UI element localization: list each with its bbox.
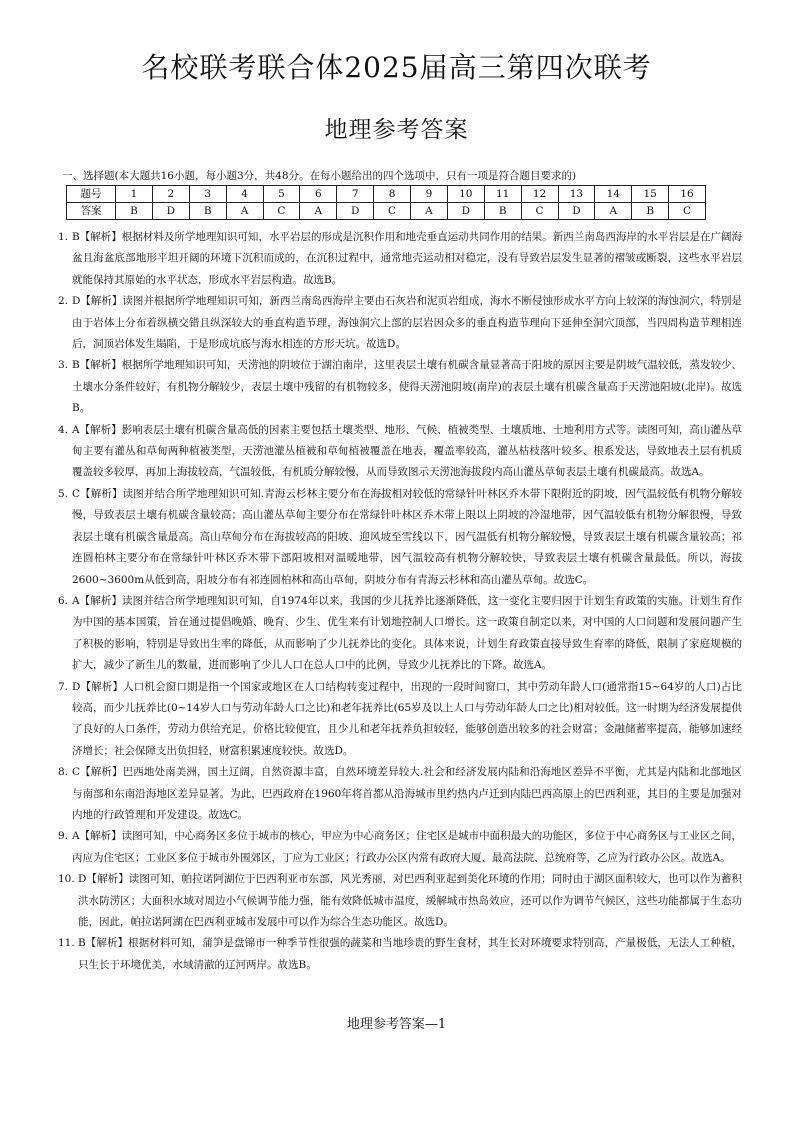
answer-key-title: 地理参考答案	[324, 117, 469, 143]
item-number: 11.	[58, 937, 75, 950]
explanation-item	[58, 291, 742, 355]
item-text: A【解析】读图可知，中心商务区多位于城市的核心，甲应为中心商务区；住宅区是城市中面积最大的功能区，多位于中心商务区与工业区之间，丙应为住宅区；工业区多位于城市外围郊区，丁应为工业区；行政办公区内常有政府大厦、最高法院、总统府等，乙应为行政办公区。故选A。	[72, 830, 742, 864]
explanation-item	[58, 933, 742, 976]
item-text: B【解析】根据所学地理知识可知，天涝池的阴坡位于湖泊南岸，这里表层土壤有机碳含量显著高于阳坡的原因主要是阴坡气温较低，蒸发较少、土壤水分条件较好，有机物分解较少，表层土壤中残留的有机物较多，使得天涝池阴坡(南岸)的表层土壤有机碳含量高于天涝池阳坡(北岸)。故选B。	[72, 359, 742, 415]
question-number-cell: 2	[152, 186, 189, 203]
item-number: 8.	[58, 766, 69, 779]
answer-cell: C	[374, 203, 411, 220]
item-number: 9.	[58, 830, 69, 843]
question-number-cell: 11	[484, 186, 521, 203]
answer-table	[66, 185, 706, 220]
answer-cell: B	[189, 203, 226, 220]
explanation-item	[58, 762, 742, 826]
question-number-row	[67, 186, 706, 203]
item-text: A【解析】读图并结合所学地理知识可知，自1974年以来，我国的少儿抚养比逐渐降低，这一变化主要归因于计划生育政策的实施。计划生育作为中国的基本国策，旨在通过提倡晚婚、晚育、少生、优生来有计划地控制人口增长。这一政策自制定以来，对中国的人口问题和发展问题产生了积极的影响，特别是导致出生率的降低，从而影响了少儿抚养比的变化。具体来说，计划生育政策直接导致生育率的降低，限制了家庭规模的扩大，减少了新生儿的数量，进而影响了少儿人口在总人口中的比例，导致少儿抚养比的下降。故选A。	[72, 594, 742, 672]
question-number-cell: 16	[669, 186, 706, 203]
answer-cell: B	[116, 203, 153, 220]
answer-cell: A	[300, 203, 337, 220]
answer-cell: A	[595, 203, 632, 220]
item-number: 2.	[58, 295, 69, 308]
item-number: 7.	[58, 680, 69, 693]
page-footer: 地理参考答案—1	[346, 1017, 447, 1032]
question-number-cell: 9	[411, 186, 448, 203]
answer-cell: D	[152, 203, 189, 220]
answer-cell: B	[484, 203, 521, 220]
answer-cell: C	[521, 203, 558, 220]
explanation-item	[58, 420, 742, 484]
section-heading: 一、选择题(本大题共16小题，每小题3分，共48分。在每小题给出的四个选项中，只有一项是符合题目要求的)	[62, 170, 577, 182]
answer-cell: B	[632, 203, 669, 220]
item-number: 4.	[58, 423, 69, 436]
item-number: 5.	[58, 487, 69, 500]
item-text: D【解析】读图可知，帕拉诺阿湖位于巴西利亚市东部，风光秀丽，对巴西利亚起到美化环境的作用；同时由于湖区面积较大，也可以作为蓄积洪水防涝区；大面积水域对周边小气候调节能力强，能有效降低城市温度，缓解城市热岛效应，还可以作为调节气候区，这些功能都属于生态功能，因此，帕拉诺阿湖在巴西利亚城市发展中可以作为综合生态功能区。故选D。	[78, 873, 742, 928]
answer-row	[67, 203, 706, 220]
question-number-cell: 4	[226, 186, 263, 203]
explanation-item	[58, 826, 742, 869]
answer-cell: C	[263, 203, 300, 220]
explanation-item	[58, 355, 742, 419]
question-number-cell: 13	[558, 186, 595, 203]
question-number-cell: 5	[263, 186, 300, 203]
answer-cell: D	[337, 203, 374, 220]
item-number: 1.	[58, 231, 69, 243]
answer-cell: A	[411, 203, 448, 220]
item-text: A【解析】影响表层土壤有机碳含量高低的因素主要包括土壤类型、地形、气候、植被类型、土壤质地、土地利用方式等。读图可知，高山灌丛草甸主要有灌丛和草甸两种植被类型，天涝池灌丛植被和草甸植被覆盖在地表，覆盖率较高，灌丛枯枝落叶较多、根系发达，导致地表土层有机质覆盖较多较厚，再加上海拔较高，气温较低，有机质分解较慢，从而导致图示天涝池海拔段内高山灌丛草甸表层土壤有机碳最高。故选A。	[72, 423, 742, 479]
question-number-cell: 8	[374, 186, 411, 203]
question-number-cell: 14	[595, 186, 632, 203]
explanation-item	[58, 869, 742, 933]
row-label-answer: 答案	[67, 203, 116, 220]
question-number-cell: 12	[521, 186, 558, 203]
item-text: B【解析】根据材料可知，蒲笋是盘锦市一种季节性很强的蔬菜和当地珍贵的野生食材，其生长对环境要求特别高，产量极低，无法人工种植，只生长于环境优美，水域清澈的辽河两岸。故选B。	[78, 937, 742, 971]
question-number-cell: 1	[116, 186, 153, 203]
item-number: 6.	[58, 594, 69, 607]
explanation-item	[58, 484, 742, 591]
answer-cell: C	[669, 203, 706, 220]
item-number: 10.	[58, 873, 75, 886]
item-text: D【解析】人口机会窗口期是指一个国家或地区在人口结构转变过程中，出现的一段时间窗口，其中劳动年龄人口(通常指15~64岁的人口)占比较高，而少儿抚养比(0~14岁人口与劳动年龄人口之比)和老年抚养比(65岁及以上人口与劳动年龄人口之比)相对较低。这一时期为经济发展提供了良好的人口条件，劳动力供给充足，价格比较便宜，且少儿和老年抚养负担较轻，能够创造出较多的社会财富；金融储蓄率提高，能够加速经济增长；社会保障支出负担轻，财富积累速度较快。故选D。	[72, 680, 742, 757]
question-number-cell: 15	[632, 186, 669, 203]
exam-title: 名校联考联合体2025届高三第四次联考	[141, 51, 652, 84]
answer-cell: A	[226, 203, 263, 220]
question-number-cell: 10	[447, 186, 484, 203]
item-text: D【解析】读图并根据所学地理知识可知，新西兰南岛西海岸主要由石灰岩和泥页岩组成，海水不断侵蚀形成水平方向上较深的海蚀洞穴，特别是由于岩体上分布着纵横交错且纵深较大的垂直构造节理，海蚀洞穴上部的层岩因众多的垂直构造节理向下延伸至洞穴顶部，当四周构造节理相连后，洞顶岩体发生塌陷，于是形成坑底与海水相连的方形天坑。故选D。	[72, 295, 742, 351]
question-number-cell: 7	[337, 186, 374, 203]
item-number: 3.	[58, 359, 69, 372]
answer-cell: D	[447, 203, 484, 220]
answer-cell: D	[558, 203, 595, 220]
item-text: B【解析】根据材料及所学地理知识可知，水平岩层的形成是沉积作用和地壳垂直运动共同作用的结果。新西兰南岛西海岸的水平岩层是在广阔海盆且海盆底部地形平坦开阔的环境下沉积而成的，在沉积过程中，通常地壳运动相对稳定，没有导致岩层发生显著的褶皱或断裂，这些水平岩层就能保持其原始的水平状态，形成水平岩层构造。故选B。	[72, 231, 742, 286]
explanation-item	[58, 591, 742, 677]
explanation-list	[58, 227, 742, 976]
item-text: C【解析】读图并结合所学地理知识可知.青海云杉林主要分布在海拔相对较低的常绿针叶林区乔木带下限附近的阴坡，因气温较低有机物分解较慢，导致表层土壤有机碳含量较高；高山灌丛草甸主要分布在常绿针叶林区乔木带上限以上阴坡的冷湿地带，因气温较低有机物分解很慢，导致表层土壤有机碳含量最高。高山草甸分布在海拔较高的阳坡、迎风坡至雪线以下，因气温低有机物分解较慢，导致表层土壤有机碳含量较高；祁连圆柏林主要分布在常绿针叶林区乔木带下部阳坡相对温暖地带，因气温较高有机物分解较快，导致表层土壤有机碳含量最低。所以，海拔2600~3600m从低到高，阳坡分布有祁连圆柏林和高山草甸，阴坡分布有青海云杉林和高山灌丛草甸。故选C。	[72, 487, 742, 586]
question-number-cell: 6	[300, 186, 337, 203]
explanation-item	[58, 227, 742, 291]
question-number-cell: 3	[189, 186, 226, 203]
item-text: C【解析】巴西地处南美洲，国土辽阔，自然资源丰富，自然环境差异较大.社会和经济发展内陆和沿海地区差异不平衡，尤其是内陆和北部地区与南部和东南沿海地区差异显著。为此，巴西政府在1960年将首都从沿海城市里约热内卢迁到内陆巴西高原上的巴西利亚，其目的主要是加强对内地的行政管理和开发建设。故选C。	[72, 766, 742, 821]
row-label-number: 题号	[67, 186, 116, 203]
explanation-item	[58, 677, 742, 763]
